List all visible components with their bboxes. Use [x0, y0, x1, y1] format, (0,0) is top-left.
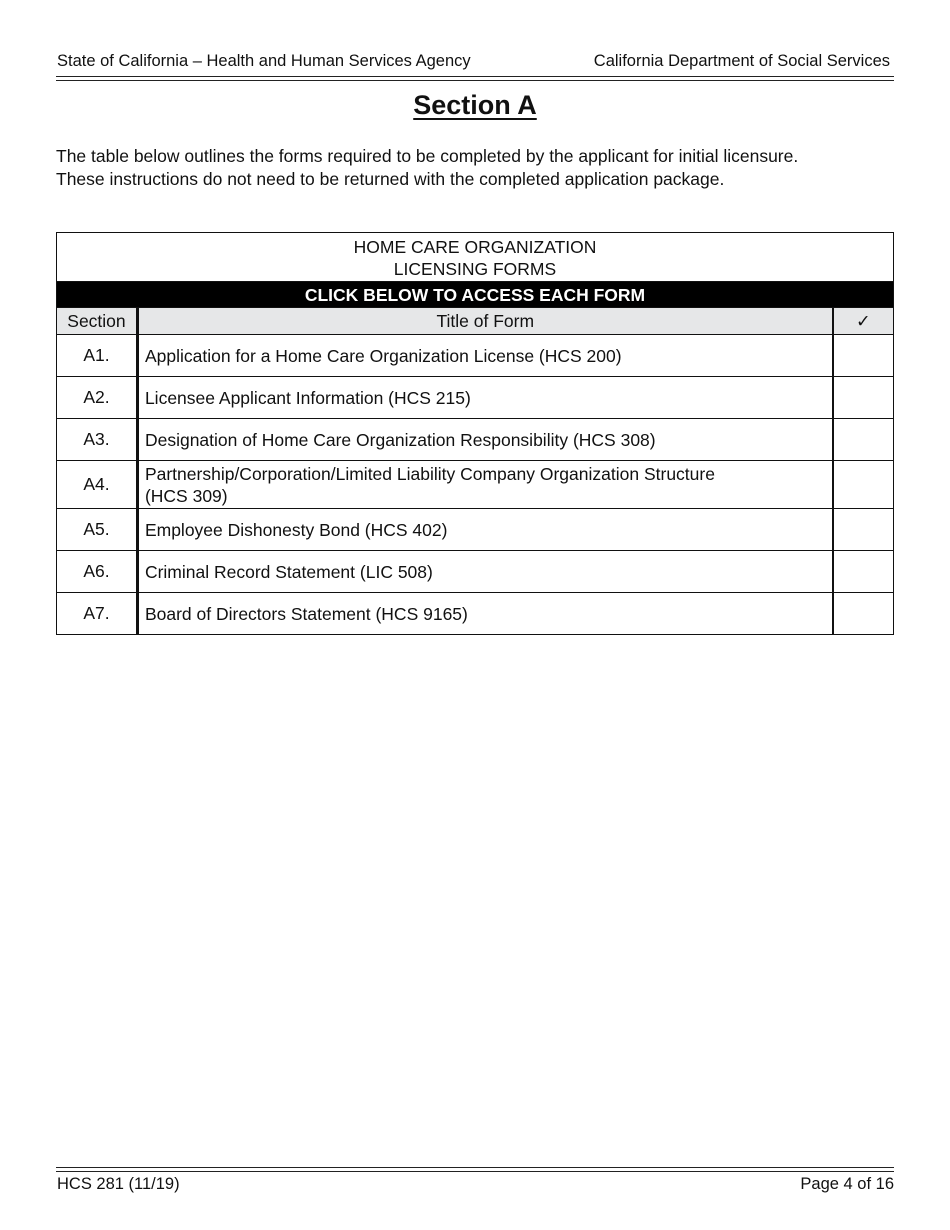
table-row — [57, 419, 894, 461]
footer-divider-second — [56, 1171, 894, 1172]
header-divider-second — [56, 80, 894, 81]
column-header-title: Title of Form — [137, 308, 832, 335]
form-number: HCS 281 (11/19) — [57, 1175, 180, 1193]
row-section: A3. — [57, 419, 138, 461]
row-checkbox[interactable] — [833, 335, 894, 377]
form-link-hcs-308[interactable]: Designation of Home Care Organization Responsibility (HCS 308) — [137, 419, 832, 461]
table-row — [57, 551, 894, 593]
form-link-lic-508[interactable]: Criminal Record Statement (LIC 508) — [137, 551, 832, 593]
column-header-check-icon: ✓ — [833, 308, 894, 335]
row-checkbox[interactable] — [833, 551, 894, 593]
intro-paragraph — [56, 145, 894, 191]
row-checkbox[interactable] — [833, 593, 894, 635]
header-agency: State of California – Health and Human Services Agency — [57, 52, 471, 70]
row-section: A1. — [57, 335, 138, 377]
footer-divider — [56, 1167, 894, 1168]
row-section: A4. — [57, 461, 138, 509]
table-row — [57, 593, 894, 635]
header-divider — [56, 76, 894, 77]
table-caption — [57, 233, 894, 282]
table-row — [57, 377, 894, 419]
intro-line-2: These instructions do not need to be returned with the completed application package. — [56, 169, 725, 189]
table-header-row — [57, 308, 894, 335]
intro-line-1: The table below outlines the forms required to be completed by the applicant for initial licensure. — [56, 146, 799, 166]
row-section: A2. — [57, 377, 138, 419]
page-title: Section A — [413, 90, 537, 120]
row-checkbox[interactable] — [833, 461, 894, 509]
row-checkbox[interactable] — [833, 419, 894, 461]
row-checkbox[interactable] — [833, 377, 894, 419]
form-title-line-1: Partnership/Corporation/Limited Liability Company Organization Structure — [144, 463, 715, 484]
form-link-hcs-402[interactable]: Employee Dishonesty Bond (HCS 402) — [137, 509, 832, 551]
table-row — [57, 509, 894, 551]
forms-table — [56, 232, 894, 635]
table-caption-line-2: LICENSING FORMS — [393, 259, 557, 279]
form-title-line-2: (HCS 309) — [144, 485, 228, 506]
row-section: A6. — [57, 551, 138, 593]
form-link-hcs-215[interactable]: Licensee Applicant Information (HCS 215) — [137, 377, 832, 419]
table-caption-line-1: HOME CARE ORGANIZATION — [353, 237, 597, 257]
table-row — [57, 335, 894, 377]
form-link-hcs-200[interactable]: Application for a Home Care Organization License (HCS 200) — [137, 335, 832, 377]
page-number: Page 4 of 16 — [800, 1175, 894, 1193]
form-link-hcs-9165[interactable]: Board of Directors Statement (HCS 9165) — [137, 593, 832, 635]
form-link-hcs-309[interactable] — [137, 461, 832, 509]
header-department: California Department of Social Services — [593, 52, 890, 70]
row-section: A5. — [57, 509, 138, 551]
row-section: A7. — [57, 593, 138, 635]
column-header-section: Section — [57, 308, 138, 335]
access-forms-banner: CLICK BELOW TO ACCESS EACH FORM — [57, 282, 894, 308]
row-checkbox[interactable] — [833, 509, 894, 551]
table-row — [57, 461, 894, 509]
